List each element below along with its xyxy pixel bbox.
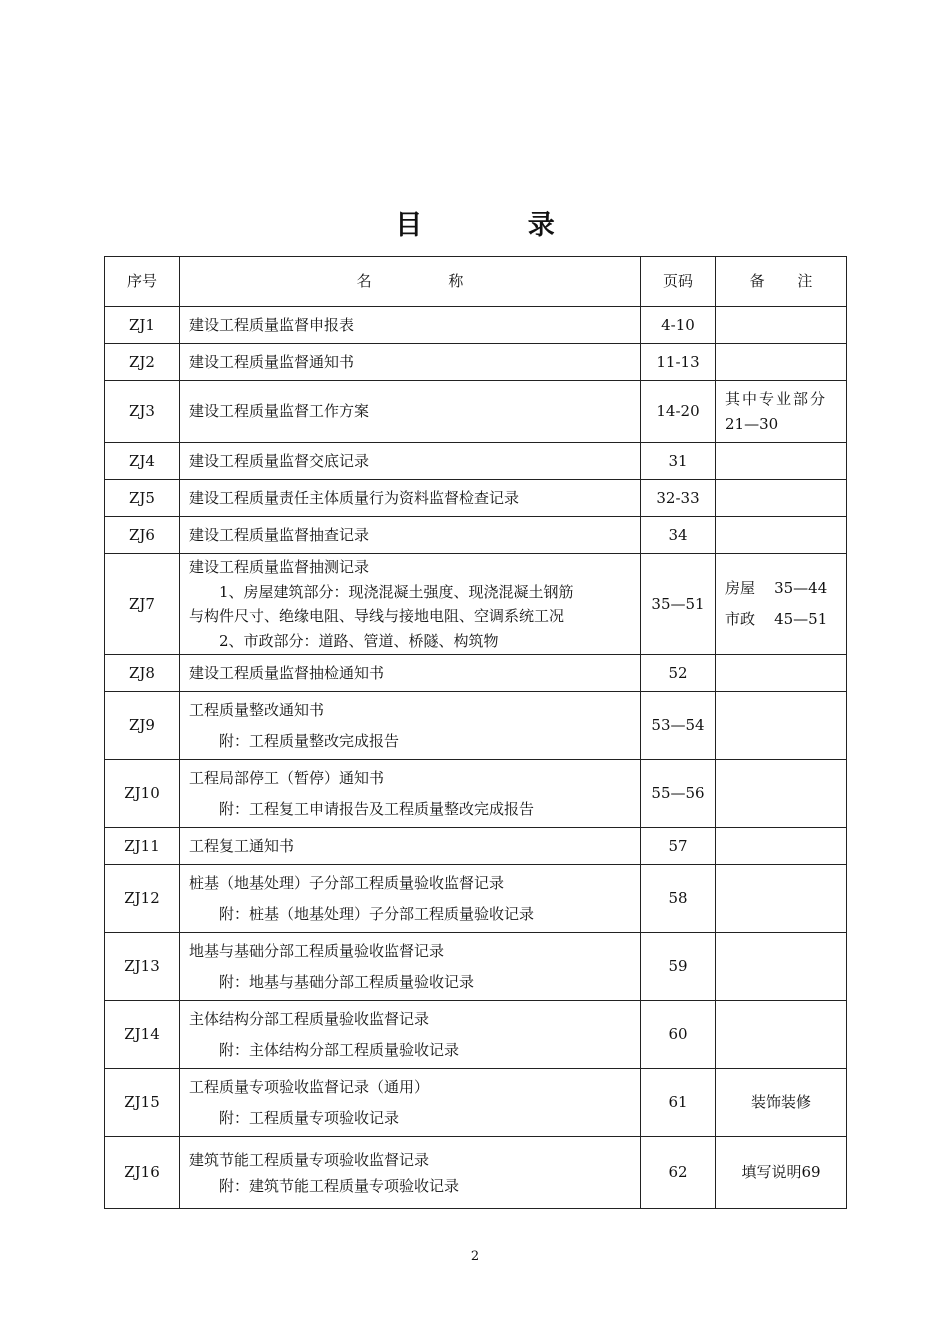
row-name	[180, 554, 641, 655]
table-row	[105, 1001, 847, 1069]
row-seq: ZJ13	[105, 933, 180, 1001]
row-page: 35—51	[641, 554, 716, 655]
row-name: 建设工程质量监督抽检通知书	[180, 655, 641, 692]
row-sub-line: 附：工程复工申请报告及工程质量整改完成报告	[219, 799, 535, 818]
row-page: 55—56	[641, 760, 716, 828]
row-note-line: 其中专业部分	[725, 389, 828, 408]
table-row	[105, 307, 847, 344]
row-seq: ZJ5	[105, 480, 180, 517]
table-row	[105, 655, 847, 692]
table-row	[105, 480, 847, 517]
row-note	[716, 865, 847, 933]
row-seq: ZJ12	[105, 865, 180, 933]
row-sub-line: 1、房屋建筑部分：现浇混凝土强度、现浇混凝土钢筋	[219, 582, 574, 601]
row-note	[716, 517, 847, 554]
row-name	[180, 692, 641, 760]
row-name: 建设工程质量监督抽查记录	[180, 517, 641, 554]
table-row	[105, 760, 847, 828]
row-note-line: 市政 45—51	[725, 610, 828, 628]
row-name-line: 地基与基础分部工程质量验收监督记录	[189, 941, 445, 960]
row-sub-line: 附：地基与基础分部工程质量验收记录	[219, 972, 475, 991]
row-seq: ZJ1	[105, 307, 180, 344]
row-note	[716, 381, 847, 443]
row-seq: ZJ2	[105, 344, 180, 381]
row-name-line: 主体结构分部工程质量验收监督记录	[189, 1009, 430, 1028]
row-sub-line: 与构件尺寸、绝缘电阻、导线与接地电阻、空调系统工况	[189, 607, 565, 625]
row-name: 建设工程质量监督工作方案	[180, 381, 641, 443]
row-page: 60	[641, 1001, 716, 1069]
row-name-line: 建设工程质量监督抽测记录	[189, 558, 370, 576]
row-seq: ZJ10	[105, 760, 180, 828]
row-seq: ZJ7	[105, 554, 180, 655]
row-name	[180, 933, 641, 1001]
table-row	[105, 1137, 847, 1209]
row-note: 装饰装修	[716, 1069, 847, 1137]
row-seq: ZJ14	[105, 1001, 180, 1069]
row-note: 填写说明69	[716, 1137, 847, 1209]
table-row	[105, 828, 847, 865]
row-page: 4-10	[641, 307, 716, 344]
row-page: 11-13	[641, 344, 716, 381]
row-note	[716, 344, 847, 381]
row-name	[180, 1137, 641, 1209]
row-name: 建设工程质量监督交底记录	[180, 443, 641, 480]
row-name-line: 建筑节能工程质量专项验收监督记录	[189, 1150, 430, 1169]
row-name	[180, 760, 641, 828]
row-page: 52	[641, 655, 716, 692]
row-note-line: 21—30	[725, 414, 779, 433]
row-seq: ZJ6	[105, 517, 180, 554]
row-name-line: 工程质量专项验收监督记录（通用）	[189, 1077, 430, 1096]
row-note	[716, 1001, 847, 1069]
row-sub-line: 附：建筑节能工程质量专项验收记录	[219, 1176, 460, 1195]
page-title: 目 录	[395, 210, 603, 241]
row-seq: ZJ15	[105, 1069, 180, 1137]
row-page: 58	[641, 865, 716, 933]
row-seq: ZJ8	[105, 655, 180, 692]
table-row	[105, 381, 847, 443]
row-page: 61	[641, 1069, 716, 1137]
toc-table	[104, 256, 847, 1209]
table-row	[105, 933, 847, 1001]
row-note	[716, 554, 847, 655]
header-note: 备 注	[716, 257, 847, 307]
row-page: 14-20	[641, 381, 716, 443]
row-sub-line: 2、市政部分：道路、管道、桥隧、构筑物	[219, 631, 499, 650]
row-note	[716, 760, 847, 828]
row-note	[716, 933, 847, 1001]
row-page: 31	[641, 443, 716, 480]
header-page: 页码	[641, 257, 716, 307]
table-row	[105, 443, 847, 480]
table-row	[105, 692, 847, 760]
row-note	[716, 692, 847, 760]
row-seq: ZJ11	[105, 828, 180, 865]
header-seq: 序号	[105, 257, 180, 307]
row-page: 62	[641, 1137, 716, 1209]
row-name: 建设工程质量责任主体质量行为资料监督检查记录	[180, 480, 641, 517]
table-row	[105, 344, 847, 381]
row-seq: ZJ9	[105, 692, 180, 760]
row-note-line: 房屋 35—44	[725, 579, 828, 597]
row-name-line: 工程局部停工（暂停）通知书	[189, 768, 385, 787]
row-sub-line: 附：工程质量整改完成报告	[219, 731, 400, 750]
row-page: 57	[641, 828, 716, 865]
row-name-line: 工程质量整改通知书	[189, 700, 325, 719]
row-sub-line: 附：桩基（地基处理）子分部工程质量验收记录	[219, 904, 535, 923]
table-row	[105, 517, 847, 554]
row-note	[716, 828, 847, 865]
row-sub-line: 附：工程质量专项验收记录	[219, 1108, 400, 1127]
table-row	[105, 1069, 847, 1137]
row-note	[716, 655, 847, 692]
row-sub-line: 附：主体结构分部工程质量验收记录	[219, 1040, 460, 1059]
row-name	[180, 865, 641, 933]
row-page: 32-33	[641, 480, 716, 517]
row-name	[180, 1069, 641, 1137]
row-page: 53—54	[641, 692, 716, 760]
table-row	[105, 865, 847, 933]
row-note	[716, 307, 847, 344]
table-header-row	[105, 257, 847, 307]
page-number: 2	[470, 1249, 480, 1264]
row-name-line: 桩基（地基处理）子分部工程质量验收监督记录	[189, 873, 505, 892]
row-name: 建设工程质量监督申报表	[180, 307, 641, 344]
row-name	[180, 1001, 641, 1069]
table-row	[105, 554, 847, 655]
header-name: 名 称	[180, 257, 641, 307]
row-note	[716, 480, 847, 517]
row-note	[716, 443, 847, 480]
row-name: 建设工程质量监督通知书	[180, 344, 641, 381]
row-seq: ZJ4	[105, 443, 180, 480]
row-page: 34	[641, 517, 716, 554]
row-seq: ZJ16	[105, 1137, 180, 1209]
row-page: 59	[641, 933, 716, 1001]
row-seq: ZJ3	[105, 381, 180, 443]
row-name: 工程复工通知书	[180, 828, 641, 865]
